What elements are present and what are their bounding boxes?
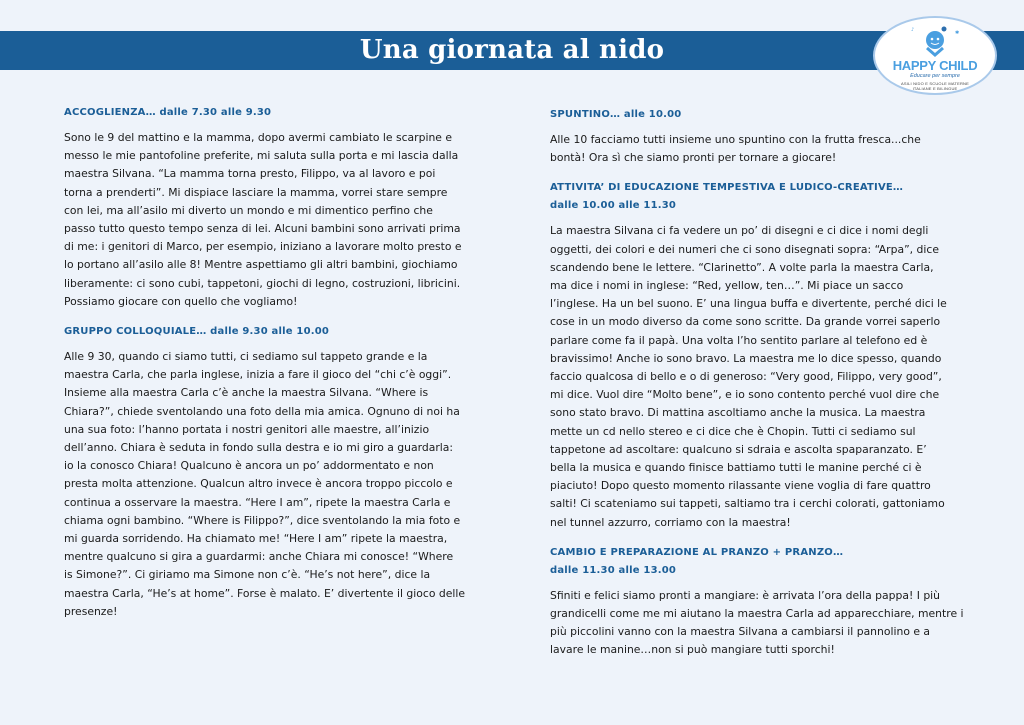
section-attivita bbox=[550, 179, 964, 531]
text-line: io la conosco Chiara! Qualcuno è ancora un po’ addormentato e non bbox=[64, 459, 434, 473]
text-line: La maestra Silvana ci fa vedere un po’ di disegni e ci dice i nomi degli bbox=[550, 224, 929, 238]
text-line: lo portano all’asilo alle 8! Mentre aspettiamo gli altri bambini, giochiamo bbox=[64, 258, 458, 272]
text-line: presta molta attenzione. Qualcun altro invece è ancora troppo piccolo e bbox=[64, 477, 453, 491]
text-line: chiama ogni bambino. “Where is Filippo?”, dice sventolando la mia foto e bbox=[64, 513, 461, 527]
text-line: faccio qualcosa di bello e o di generoso: “Very good, Filippo, very good”, bbox=[550, 370, 942, 384]
text-line: continua a osservare la maestra. “Here I am”, ripete la maestra Carla e bbox=[64, 495, 451, 509]
section-spuntino bbox=[550, 106, 964, 167]
text-line: passo tutto questo tempo senza di lei. Alcuni bambini sono arrivati prima bbox=[64, 222, 461, 236]
text-line: Chiara?”, chiede sventolando una foto della mia amica. Ognuno di noi ha bbox=[64, 404, 460, 418]
text-line: grandicelli come me mi aiutano la maestra Carla ad apparecchiare, mentre i bbox=[550, 607, 964, 621]
section-paragraph bbox=[550, 587, 964, 660]
right-column bbox=[550, 106, 964, 672]
text-line: Sfiniti e felici siamo pronti a mangiare: è arrivata l’ora della pappa! I più bbox=[550, 588, 941, 602]
section-heading: ATTIVITA’ DI EDUCAZIONE TEMPESTIVA E LUDICO-CREATIVE… bbox=[550, 182, 904, 194]
text-line: mette un cd nello stereo e ci dice che è Chopin. Tutti ci sediamo sul bbox=[550, 424, 916, 438]
text-line: più piccolini vanno con la maestra Silvana a cambiarsi il pannolino e a bbox=[550, 625, 931, 639]
text-line: mi dice. Vuol dire “Molto bene”, e io sono contento perché vuol dire che bbox=[550, 388, 940, 402]
text-line: oggetti, dei colori e dei numeri che ci sono disegnati sopra: “Arpa”, dice bbox=[550, 242, 939, 256]
section-heading-time: dalle 11.30 alle 13.00 bbox=[550, 564, 677, 576]
logo-subline-2: ITALIANE E BILINGUE bbox=[912, 86, 958, 91]
section-gruppo-colloquiale bbox=[64, 323, 482, 621]
section-heading: CAMBIO E PREPARAZIONE AL PRANZO + PRANZO… bbox=[550, 546, 844, 558]
text-line: di me: i genitori di Marco, per esempio, iniziano a lavorare molto presto e bbox=[64, 240, 462, 254]
text-line: Alle 10 facciamo tutti insieme uno spuntino con la frutta fresca...che bbox=[550, 133, 921, 146]
section-heading: SPUNTINO… alle 10.00 bbox=[550, 109, 682, 120]
logo-brand: HAPPY CHILD bbox=[892, 58, 978, 73]
text-line: torna a prenderti”. Mi dispiace lasciare la mamma, vorrei stare sempre bbox=[64, 185, 448, 199]
text-line: una sua foto: l’hanno portata i nostri genitori alle maestre, all’inizio bbox=[64, 422, 430, 436]
text-line: liberamente: ci sono cubi, tappetoni, giochi di legno, costruzioni, libricini. bbox=[64, 276, 461, 290]
left-column bbox=[64, 104, 482, 633]
section-pranzo bbox=[550, 544, 964, 660]
text-line: Possiamo giocare con quello che vogliamo! bbox=[64, 294, 298, 308]
text-line: maestra Carla, “He’s at home”. Forse è malato. E’ divertente il gioco delle bbox=[64, 586, 466, 600]
text-line: lavare le manine…non si può mangiare tutti sporchi! bbox=[550, 643, 835, 657]
text-line: piaciuto! Dopo questo momento rilassante viene voglia di fare quattro bbox=[550, 479, 931, 493]
logo-tagline: Educare per sempre bbox=[910, 73, 960, 79]
text-line: Sono le 9 del mattino e la mamma, dopo avermi cambiato le scarpine e bbox=[64, 131, 453, 144]
text-line: tappetone ad ascoltare: qualcuno si sdraia e ascolta spaparanzato. E’ bbox=[550, 442, 927, 456]
text-line: cose in un modo diverso da come sono scritte. Da grande vorrei saperlo bbox=[550, 315, 941, 329]
text-line: mentre qualcuno si gira a guardarmi: anche Chiara mi conosce! “Where bbox=[64, 550, 454, 564]
section-accoglienza bbox=[64, 104, 482, 311]
text-line: parlare come fa il papà. Una volta l’ho sentito parlare al telefono ed è bbox=[550, 333, 928, 347]
text-line: scandendo bene le lettere. “Clarinetto”. A volte parla la maestra Carla, bbox=[550, 260, 934, 274]
text-line: bontà! Ora sì che siamo pronti per tornare a giocare! bbox=[550, 151, 837, 165]
section-heading: GRUPPO COLLOQUIALE… dalle 9.30 alle 10.00 bbox=[64, 326, 330, 338]
text-line: Alle 9 30, quando ci siamo tutti, ci sediamo sul tappeto grande e la bbox=[64, 350, 428, 364]
text-line: bravissimo! Anche io sono bravo. La maestra me lo dice spesso, quando bbox=[550, 351, 942, 365]
text-line: salti! Ci scateniamo sui tappeti, saltiamo tra i cerchi colorati, gattoniamo bbox=[550, 497, 945, 511]
text-line: bella la musica e quando finisce battiamo tutti le manine perché ci è bbox=[550, 461, 922, 475]
logo-subline-1: ASILI NIDO E SCUOLE MATERNE bbox=[900, 81, 969, 86]
svg-text:✱: ✱ bbox=[955, 30, 960, 36]
page-title: Una giornata al nido bbox=[359, 35, 665, 65]
text-line: Insieme alla maestra Carla c’è anche la maestra Silvana. “Where is bbox=[64, 386, 429, 400]
section-paragraph bbox=[550, 222, 964, 531]
text-line: nel tunnel azzurro, corriamo con la maestra! bbox=[550, 515, 791, 529]
section-paragraph bbox=[64, 129, 482, 311]
section-heading: ACCOGLIENZA… dalle 7.30 alle 9.30 bbox=[64, 107, 272, 118]
text-line: messo le mie pantofoline preferite, mi saluta sulla porta e mi lascia dalla bbox=[64, 149, 459, 163]
text-line: is Simone?”. Ci giriamo ma Simone non c’è. “He’s not here”, dice la bbox=[64, 568, 431, 582]
text-line: l’inglese. Ha un bel suono. E’ una lingua buffa e divertente, perché dici le bbox=[550, 297, 947, 311]
text-line: ma dice i nomi in inglese: “Red, yellow, ten…”. Mi piace un sacco bbox=[550, 279, 904, 293]
svg-text:♪: ♪ bbox=[911, 27, 915, 33]
text-line: sono stato bravo. Di mattina ascoltiamo anche la musica. La maestra bbox=[550, 406, 926, 420]
text-line: dell’anno. Chiara è seduta in fondo sulla destra e io mi giro a guardarla: bbox=[64, 441, 454, 455]
section-paragraph bbox=[64, 348, 482, 621]
text-line: con lei, ma all’asilo mi diverto un mondo e mi dimentico perfino che bbox=[64, 203, 433, 217]
happy-child-logo bbox=[873, 16, 997, 95]
section-heading-time: dalle 10.00 alle 11.30 bbox=[550, 200, 677, 212]
text-line: maestra Silvana. “La mamma torna presto, Filippo, va al lavoro e poi bbox=[64, 167, 436, 181]
text-line: maestra Carla, che parla inglese, inizia a fare il gioco del “chi c’è oggi”. bbox=[64, 368, 452, 382]
text-line: mi guarda sorridendo. Ha chiamato me! “Here I am” ripete la maestra, bbox=[64, 532, 448, 546]
text-line: presenze! bbox=[64, 604, 118, 618]
section-paragraph bbox=[550, 131, 964, 167]
